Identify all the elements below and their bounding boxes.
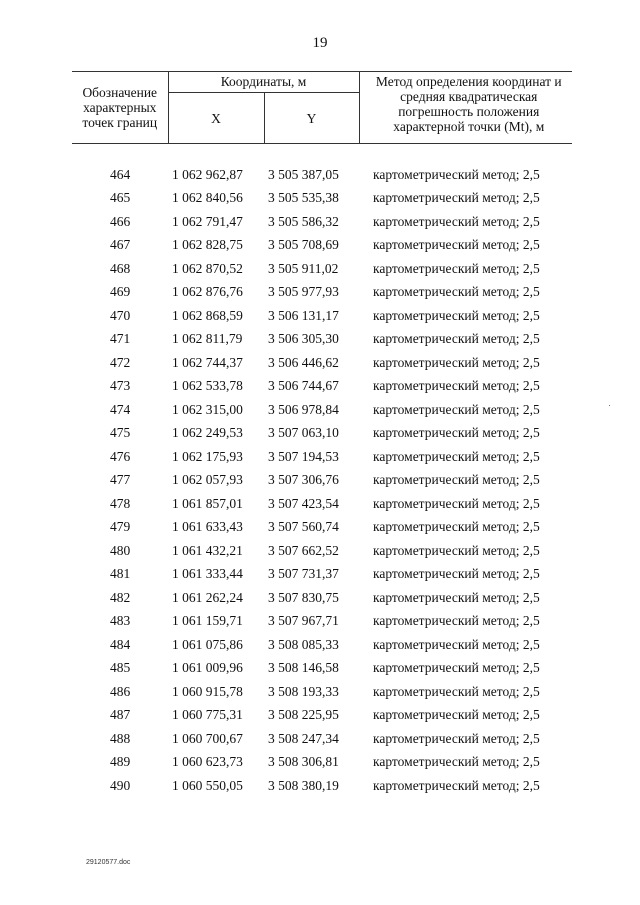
coord-y: 3 506 978,84 (268, 401, 339, 417)
coord-x: 1 061 262,24 (172, 589, 243, 605)
point-id: 479 (110, 519, 131, 535)
table-row (72, 304, 572, 328)
table-row (72, 469, 572, 493)
table-row (72, 445, 572, 469)
table-row (72, 281, 572, 305)
point-id: 483 (110, 613, 131, 629)
header-x: X (168, 93, 264, 144)
point-id: 469 (110, 284, 131, 300)
table-row (72, 398, 572, 422)
method-value: картометрический метод; 2,5 (373, 237, 540, 253)
coord-x: 1 060 915,78 (172, 683, 243, 699)
method-value: картометрический метод; 2,5 (373, 495, 540, 511)
header-designation: Обозначение характерных точек границ (72, 72, 168, 144)
point-id: 470 (110, 307, 131, 323)
coord-x: 1 060 550,05 (172, 777, 243, 793)
method-value: картометрический метод; 2,5 (373, 519, 540, 535)
table-row (72, 680, 572, 704)
coord-y: 3 505 387,05 (268, 166, 339, 182)
table-body (72, 144, 572, 798)
method-value: картометрический метод; 2,5 (373, 190, 540, 206)
method-value: картометрический метод; 2,5 (373, 401, 540, 417)
table-row (72, 633, 572, 657)
table-row (72, 210, 572, 234)
coord-x: 1 061 633,43 (172, 519, 243, 535)
coord-x: 1 062 876,76 (172, 284, 243, 300)
method-value: картометрический метод; 2,5 (373, 730, 540, 746)
table-row (72, 492, 572, 516)
coord-y: 3 505 586,32 (268, 213, 339, 229)
point-id: 481 (110, 566, 131, 582)
table-row (72, 539, 572, 563)
table-row (72, 187, 572, 211)
coord-x: 1 062 828,75 (172, 237, 243, 253)
table-row (72, 516, 572, 540)
method-value: картометрический метод; 2,5 (373, 472, 540, 488)
coord-y: 3 508 193,33 (268, 683, 339, 699)
coord-y: 3 508 306,81 (268, 754, 339, 770)
point-id: 487 (110, 707, 131, 723)
coord-x: 1 060 775,31 (172, 707, 243, 723)
coord-y: 3 506 305,30 (268, 331, 339, 347)
point-id: 468 (110, 260, 131, 276)
coord-x: 1 062 249,53 (172, 425, 243, 441)
coord-y: 3 507 830,75 (268, 589, 339, 605)
coord-x: 1 062 811,79 (172, 331, 243, 347)
point-id: 465 (110, 190, 131, 206)
coord-x: 1 060 700,67 (172, 730, 243, 746)
point-id: 484 (110, 636, 131, 652)
coord-y: 3 507 560,74 (268, 519, 339, 535)
point-id: 467 (110, 237, 131, 253)
coord-x: 1 061 009,96 (172, 660, 243, 676)
coord-x: 1 061 857,01 (172, 495, 243, 511)
point-id: 482 (110, 589, 131, 605)
header-y: Y (264, 93, 359, 144)
table-row (72, 375, 572, 399)
coord-x: 1 062 962,87 (172, 166, 243, 182)
coord-y: 3 507 423,54 (268, 495, 339, 511)
point-id: 478 (110, 495, 131, 511)
coord-x: 1 062 315,00 (172, 401, 243, 417)
method-value: картометрический метод; 2,5 (373, 354, 540, 370)
table-row (72, 163, 572, 187)
coord-x: 1 062 175,93 (172, 448, 243, 464)
method-value: картометрический метод; 2,5 (373, 307, 540, 323)
coord-y: 3 506 744,67 (268, 378, 339, 394)
coord-x: 1 062 744,37 (172, 354, 243, 370)
coord-x: 1 061 432,21 (172, 542, 243, 558)
table-row (72, 774, 572, 798)
method-value: картометрический метод; 2,5 (373, 378, 540, 394)
table-row (72, 610, 572, 634)
coord-x: 1 062 533,78 (172, 378, 243, 394)
method-value: картометрический метод; 2,5 (373, 260, 540, 276)
coord-y: 3 505 977,93 (268, 284, 339, 300)
method-value: картометрический метод; 2,5 (373, 331, 540, 347)
method-value: картометрический метод; 2,5 (373, 213, 540, 229)
method-value: картометрический метод; 2,5 (373, 754, 540, 770)
table-row (72, 422, 572, 446)
point-id: 464 (110, 166, 131, 182)
header-coordinates: Координаты, м (168, 72, 359, 93)
point-id: 486 (110, 683, 131, 699)
method-value: картометрический метод; 2,5 (373, 566, 540, 582)
table-row (72, 257, 572, 281)
coord-y: 3 505 911,02 (268, 260, 339, 276)
table-row (72, 563, 572, 587)
point-id: 490 (110, 777, 131, 793)
table-row (72, 657, 572, 681)
coord-x: 1 061 159,71 (172, 613, 243, 629)
method-value: картометрический метод; 2,5 (373, 542, 540, 558)
table-header (72, 72, 572, 144)
coord-y: 3 508 380,19 (268, 777, 339, 793)
table-row (72, 328, 572, 352)
point-id: 471 (110, 331, 131, 347)
table-row (72, 234, 572, 258)
coord-y: 3 507 194,53 (268, 448, 339, 464)
point-id: 475 (110, 425, 131, 441)
table-row (72, 586, 572, 610)
coord-y: 3 507 662,52 (268, 542, 339, 558)
table-row (72, 704, 572, 728)
point-id: 473 (110, 378, 131, 394)
method-value: картометрический метод; 2,5 (373, 425, 540, 441)
point-id: 466 (110, 213, 131, 229)
coord-y: 3 506 131,17 (268, 307, 339, 323)
coord-x: 1 061 333,44 (172, 566, 243, 582)
point-id: 476 (110, 448, 131, 464)
table-row (72, 727, 572, 751)
point-id: 485 (110, 660, 131, 676)
coord-y: 3 505 535,38 (268, 190, 339, 206)
footer-filename: 29120577.doc (86, 859, 131, 866)
coord-y: 3 507 063,10 (268, 425, 339, 441)
method-value: картометрический метод; 2,5 (373, 613, 540, 629)
header-method: Метод определения координат и средняя квадратическая погрешность положения характерной точки (Mt), м (359, 72, 572, 144)
method-value: картометрический метод; 2,5 (373, 636, 540, 652)
table-row (72, 751, 572, 775)
method-value: картометрический метод; 2,5 (373, 660, 540, 676)
coord-x: 1 062 791,47 (172, 213, 243, 229)
coord-x: 1 062 868,59 (172, 307, 243, 323)
coord-y: 3 506 446,62 (268, 354, 339, 370)
coord-x: 1 062 840,56 (172, 190, 243, 206)
coord-x: 1 060 623,73 (172, 754, 243, 770)
coord-y: 3 508 247,34 (268, 730, 339, 746)
coord-y: 3 507 731,37 (268, 566, 339, 582)
page-number: 19 (312, 35, 328, 51)
coord-y: 3 508 146,58 (268, 660, 339, 676)
point-id: 472 (110, 354, 131, 370)
point-id: 480 (110, 542, 131, 558)
coord-y: 3 507 306,76 (268, 472, 339, 488)
coordinates-table (72, 71, 572, 798)
coord-x: 1 062 057,93 (172, 472, 243, 488)
point-id: 489 (110, 754, 131, 770)
table-row (72, 351, 572, 375)
point-id: 474 (110, 401, 131, 417)
point-id: 488 (110, 730, 131, 746)
coord-y: 3 507 967,71 (268, 613, 339, 629)
method-value: картометрический метод; 2,5 (373, 683, 540, 699)
scan-mark (609, 405, 610, 406)
method-value: картометрический метод; 2,5 (373, 589, 540, 605)
coord-x: 1 062 870,52 (172, 260, 243, 276)
coord-x: 1 061 075,86 (172, 636, 243, 652)
point-id: 477 (110, 472, 131, 488)
method-value: картометрический метод; 2,5 (373, 707, 540, 723)
method-value: картометрический метод; 2,5 (373, 777, 540, 793)
method-value: картометрический метод; 2,5 (373, 448, 540, 464)
coord-y: 3 508 085,33 (268, 636, 339, 652)
coord-y: 3 505 708,69 (268, 237, 339, 253)
method-value: картометрический метод; 2,5 (373, 166, 540, 182)
coord-y: 3 508 225,95 (268, 707, 339, 723)
method-value: картометрический метод; 2,5 (373, 284, 540, 300)
